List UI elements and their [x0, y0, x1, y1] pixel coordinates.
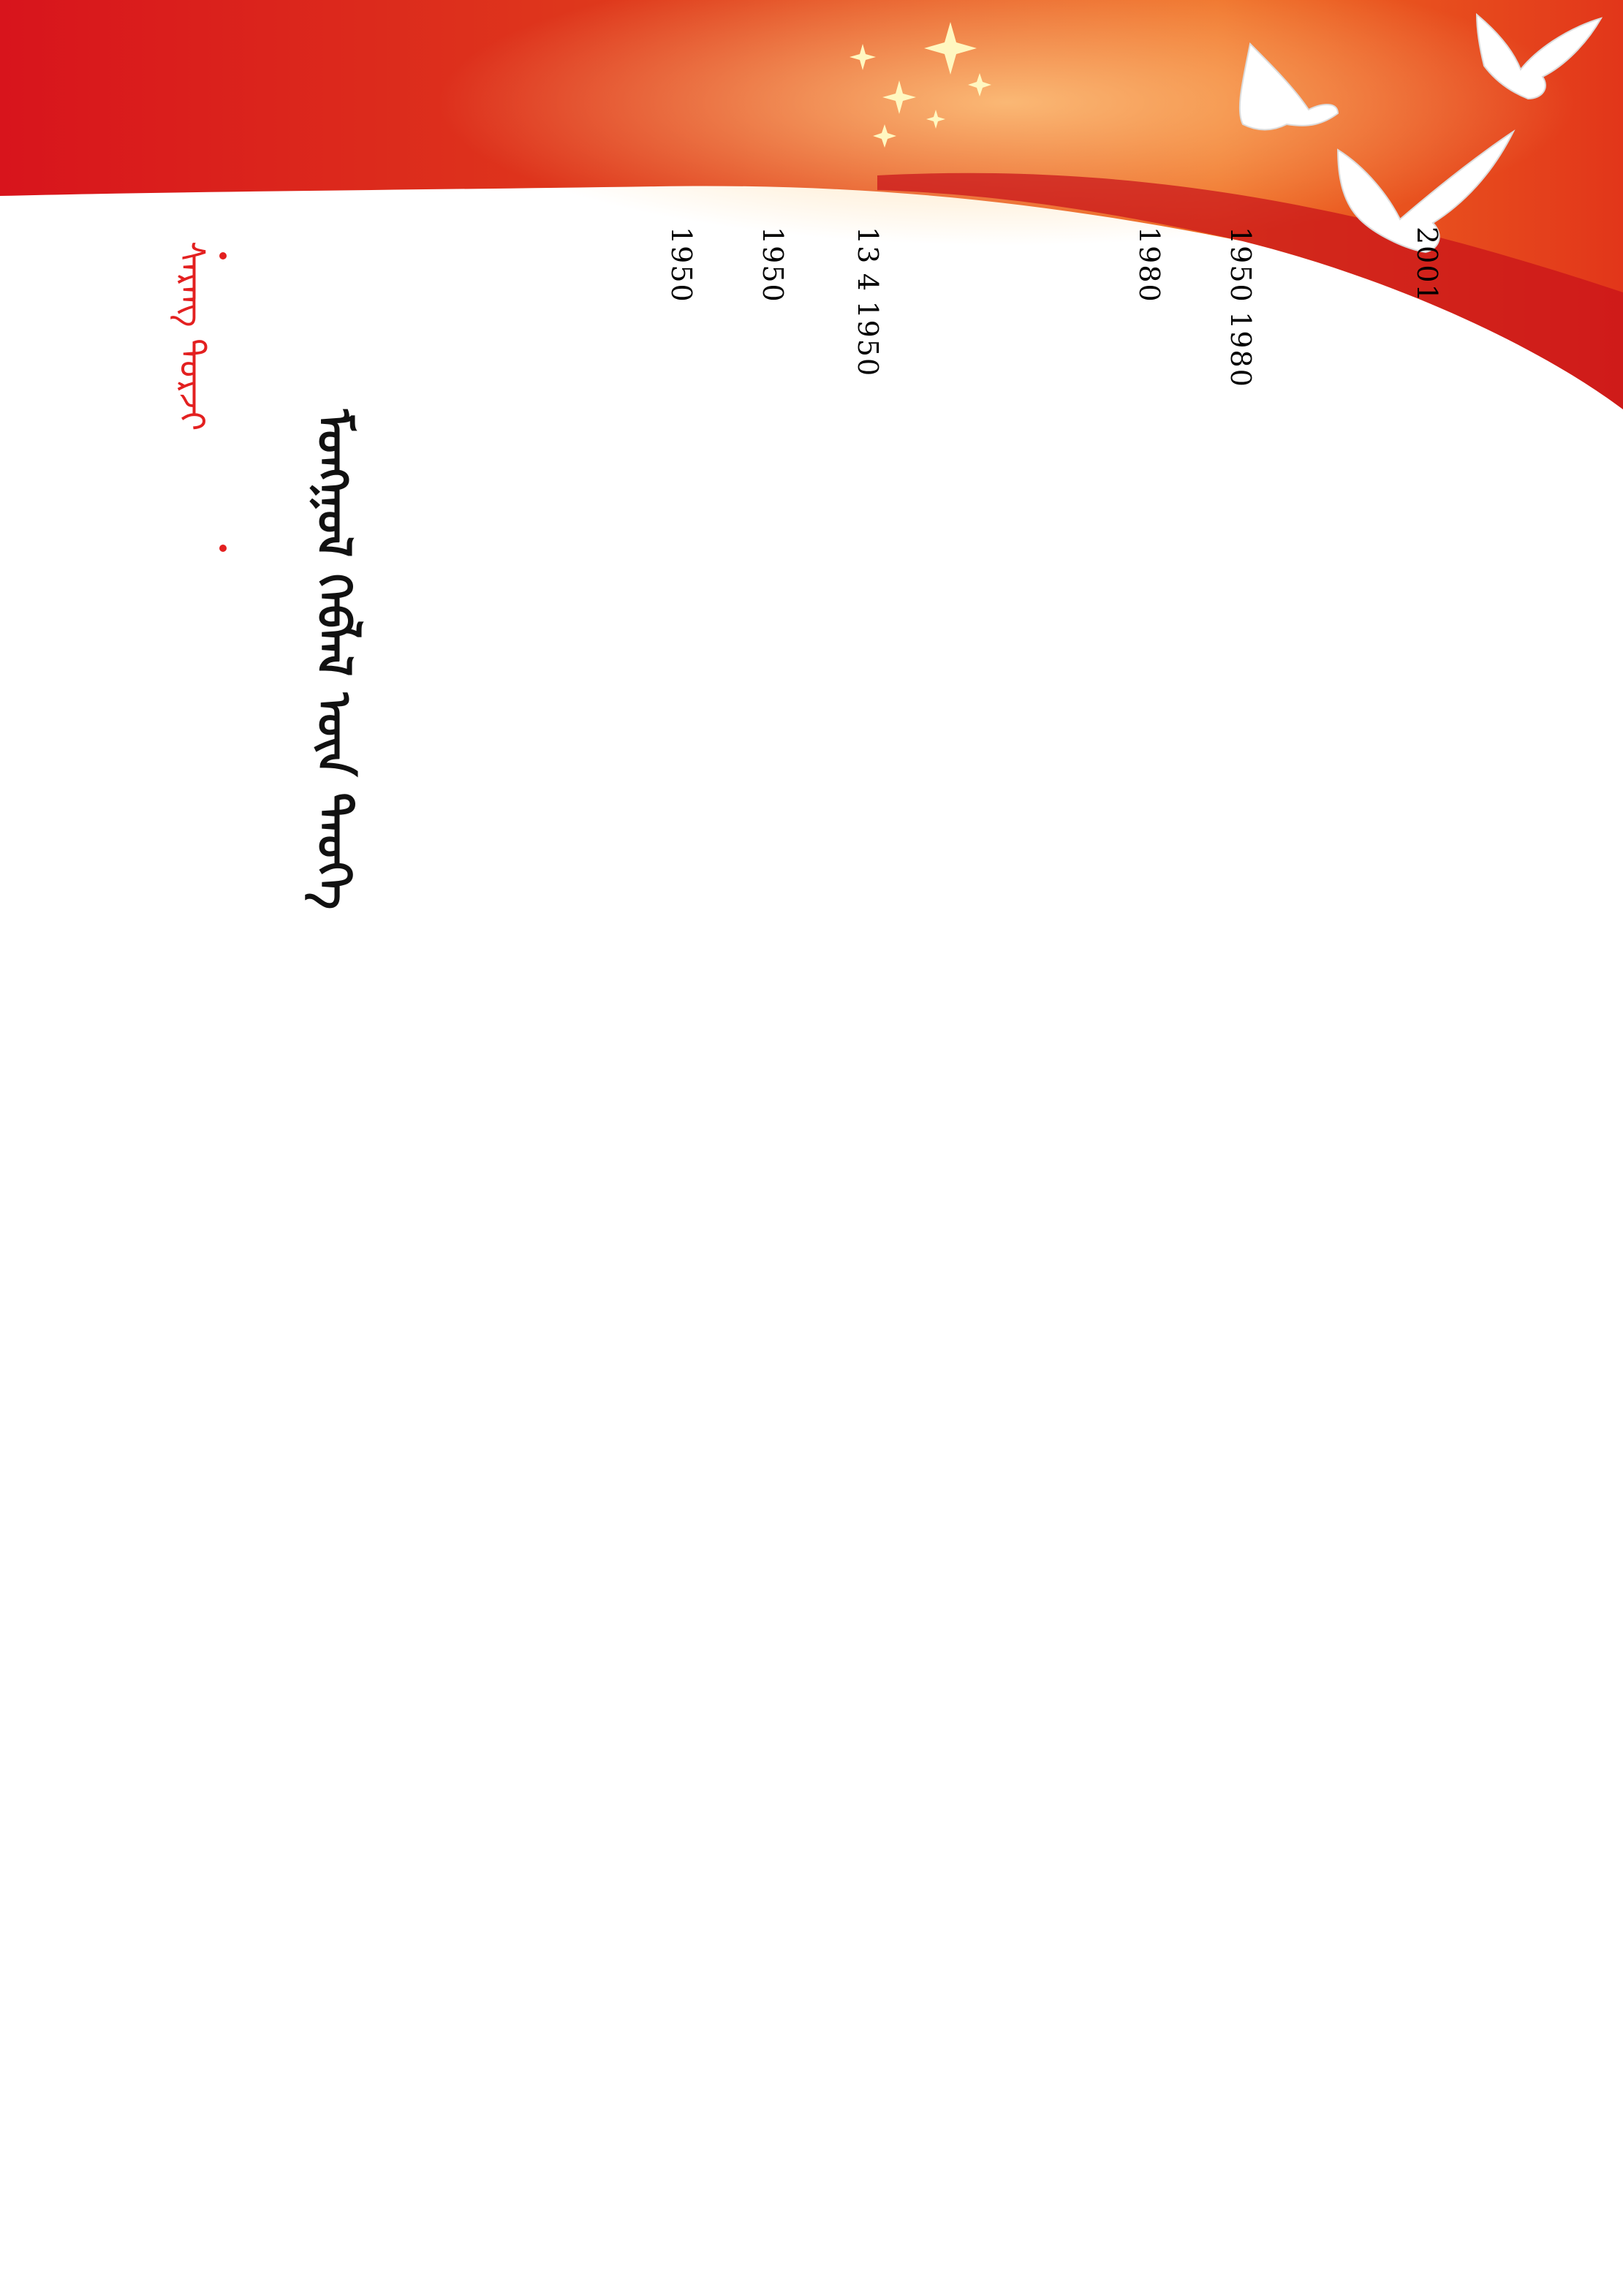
number: 2001: [1411, 227, 1443, 303]
text-column: [1309, 227, 1355, 2200]
text-column: [563, 227, 610, 2200]
number: 1980: [1133, 227, 1165, 303]
text-column: [197, 227, 244, 2200]
text-column: [472, 227, 518, 2200]
number: 13: [852, 227, 884, 265]
text-column: [1217, 227, 1264, 2200]
text-column: [936, 227, 983, 2200]
number: 1950: [757, 227, 789, 303]
author-name: ᠰᠡᠷᠡᠩ ᠳᠣᠷᠵᠢ: [171, 241, 212, 431]
text-column: [658, 227, 705, 2200]
text-column: [380, 227, 427, 2200]
number: 1950: [852, 300, 884, 378]
text-column: [1031, 227, 1078, 2200]
text-column: [1404, 227, 1450, 2200]
number: 1950: [665, 227, 697, 303]
text-column: [749, 227, 796, 2200]
text-column: [844, 227, 891, 2200]
text-column: [289, 227, 336, 2200]
text-column: [1126, 227, 1173, 2200]
number: 4: [852, 273, 884, 292]
page-title: ᠮᠣᠩᠭᠣᠯ ᠬᠡᠪᠯᠡᠯ ᠦᠨ ᠲᠡᠦᠬᠡ: [306, 409, 360, 910]
body-text: [139, 227, 1455, 2208]
number: 1980: [1225, 311, 1257, 388]
number: 1950: [1225, 227, 1257, 303]
